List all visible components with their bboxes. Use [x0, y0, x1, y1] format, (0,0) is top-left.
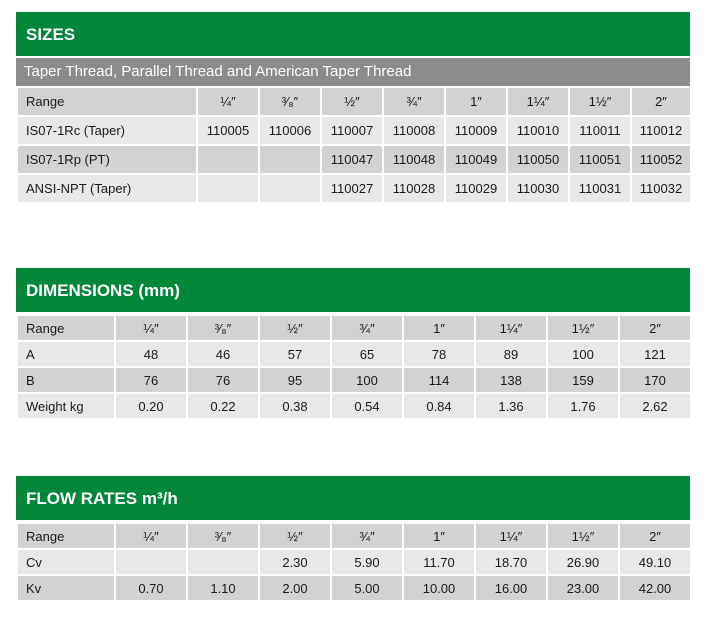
sizes-cell — [197, 145, 259, 174]
dimensions-header-cell: ¼″ — [115, 315, 187, 341]
dimensions-cell: 1.76 — [547, 393, 619, 419]
flow-cell: 42.00 — [619, 575, 691, 601]
flow-cell — [115, 549, 187, 575]
sizes-cell — [259, 145, 321, 174]
dimensions-table — [16, 314, 692, 420]
dimensions-header-cell: 1¼″ — [475, 315, 547, 341]
table-row — [17, 174, 691, 203]
sizes-header-cell: ¼″ — [197, 87, 259, 116]
sizes-cell: 110052 — [631, 145, 691, 174]
sizes-header-cell: ³⁄₈″ — [259, 87, 321, 116]
table-row — [17, 116, 691, 145]
sizes-cell: 110047 — [321, 145, 383, 174]
sizes-header-cell: 1″ — [445, 87, 507, 116]
sizes-cell: 110030 — [507, 174, 569, 203]
flow-section — [16, 476, 690, 602]
dimensions-cell: 46 — [187, 341, 259, 367]
sizes-subtitle: Taper Thread, Parallel Thread and American Taper Thread — [16, 58, 690, 86]
dimensions-cell: 114 — [403, 367, 475, 393]
flow-row-label: Kv — [17, 575, 115, 601]
dimensions-cell: 95 — [259, 367, 331, 393]
sizes-header-cell: Range — [17, 87, 197, 116]
sizes-cell: 110028 — [383, 174, 445, 203]
sizes-cell: 110051 — [569, 145, 631, 174]
flow-cell: 23.00 — [547, 575, 619, 601]
table-row — [17, 341, 691, 367]
flow-cell: 2.00 — [259, 575, 331, 601]
sizes-header-cell: 2″ — [631, 87, 691, 116]
sizes-cell: 110048 — [383, 145, 445, 174]
dimensions-cell: 57 — [259, 341, 331, 367]
table-row — [17, 145, 691, 174]
flow-header-cell: 1¼″ — [475, 523, 547, 549]
flow-header-cell: 1″ — [403, 523, 475, 549]
flow-cell: 5.00 — [331, 575, 403, 601]
sizes-cell — [197, 174, 259, 203]
sizes-cell: 110029 — [445, 174, 507, 203]
sizes-cell: 110027 — [321, 174, 383, 203]
table-row — [17, 393, 691, 419]
dimensions-cell: 89 — [475, 341, 547, 367]
flow-cell: 1.10 — [187, 575, 259, 601]
dimensions-cell: 0.22 — [187, 393, 259, 419]
sizes-header-cell: ¾″ — [383, 87, 445, 116]
dimensions-cell: 138 — [475, 367, 547, 393]
sizes-cell: 110012 — [631, 116, 691, 145]
sizes-header-cell: 1½″ — [569, 87, 631, 116]
dimensions-header-row — [17, 315, 691, 341]
flow-cell: 11.70 — [403, 549, 475, 575]
sizes-row-label: IS07-1Rc (Taper) — [17, 116, 197, 145]
sizes-cell: 110011 — [569, 116, 631, 145]
flow-header-cell: 1½″ — [547, 523, 619, 549]
flow-header-cell: ¼″ — [115, 523, 187, 549]
dimensions-cell: 65 — [331, 341, 403, 367]
dimensions-cell: 48 — [115, 341, 187, 367]
dimensions-cell: 78 — [403, 341, 475, 367]
dimensions-cell: 100 — [547, 341, 619, 367]
flow-header-cell: Range — [17, 523, 115, 549]
sizes-cell — [259, 174, 321, 203]
sizes-row-label: ANSI-NPT (Taper) — [17, 174, 197, 203]
dimensions-section — [16, 268, 690, 420]
dimensions-cell: 1.36 — [475, 393, 547, 419]
flow-header-row — [17, 523, 691, 549]
flow-title: FLOW RATES m³/h — [16, 476, 690, 522]
dimensions-header-cell: 2″ — [619, 315, 691, 341]
dimensions-cell: 0.38 — [259, 393, 331, 419]
sizes-title: SIZES — [16, 12, 690, 58]
dimensions-cell: 2.62 — [619, 393, 691, 419]
sizes-cell: 110005 — [197, 116, 259, 145]
flow-cell: 10.00 — [403, 575, 475, 601]
table-row — [17, 549, 691, 575]
flow-cell — [187, 549, 259, 575]
flow-table — [16, 522, 692, 602]
sizes-header-cell: ½″ — [321, 87, 383, 116]
sizes-table — [16, 86, 692, 204]
dimensions-cell: 121 — [619, 341, 691, 367]
sizes-cell: 110009 — [445, 116, 507, 145]
sizes-cell: 110050 — [507, 145, 569, 174]
table-row — [17, 367, 691, 393]
flow-cell: 49.10 — [619, 549, 691, 575]
sizes-section — [16, 12, 690, 204]
dimensions-cell: 0.54 — [331, 393, 403, 419]
flow-header-cell: ½″ — [259, 523, 331, 549]
sizes-header-row — [17, 87, 691, 116]
dimensions-title: DIMENSIONS (mm) — [16, 268, 690, 314]
sizes-header-cell: 1¼″ — [507, 87, 569, 116]
flow-header-cell: 2″ — [619, 523, 691, 549]
flow-row-label: Cv — [17, 549, 115, 575]
sizes-cell: 110008 — [383, 116, 445, 145]
flow-cell: 16.00 — [475, 575, 547, 601]
dimensions-header-cell: 1″ — [403, 315, 475, 341]
dimensions-cell: 0.20 — [115, 393, 187, 419]
sizes-cell: 110007 — [321, 116, 383, 145]
dimensions-cell: 100 — [331, 367, 403, 393]
flow-header-cell: ³⁄₈″ — [187, 523, 259, 549]
flow-cell: 5.90 — [331, 549, 403, 575]
table-row — [17, 575, 691, 601]
dimensions-header-cell: 1½″ — [547, 315, 619, 341]
dimensions-header-cell: ½″ — [259, 315, 331, 341]
dimensions-cell: 76 — [115, 367, 187, 393]
sizes-cell: 110031 — [569, 174, 631, 203]
dimensions-cell: 76 — [187, 367, 259, 393]
dimensions-cell: 159 — [547, 367, 619, 393]
dimensions-row-label: A — [17, 341, 115, 367]
dimensions-row-label: Weight kg — [17, 393, 115, 419]
dimensions-row-label: B — [17, 367, 115, 393]
flow-cell: 18.70 — [475, 549, 547, 575]
dimensions-header-cell: Range — [17, 315, 115, 341]
dimensions-header-cell: ³⁄₈″ — [187, 315, 259, 341]
sizes-cell: 110010 — [507, 116, 569, 145]
flow-cell: 0.70 — [115, 575, 187, 601]
dimensions-cell: 0.84 — [403, 393, 475, 419]
dimensions-header-cell: ¾″ — [331, 315, 403, 341]
sizes-cell: 110006 — [259, 116, 321, 145]
dimensions-cell: 170 — [619, 367, 691, 393]
sizes-cell: 110032 — [631, 174, 691, 203]
flow-cell: 2.30 — [259, 549, 331, 575]
sizes-row-label: IS07-1Rp (PT) — [17, 145, 197, 174]
sizes-cell: 110049 — [445, 145, 507, 174]
flow-header-cell: ¾″ — [331, 523, 403, 549]
flow-cell: 26.90 — [547, 549, 619, 575]
